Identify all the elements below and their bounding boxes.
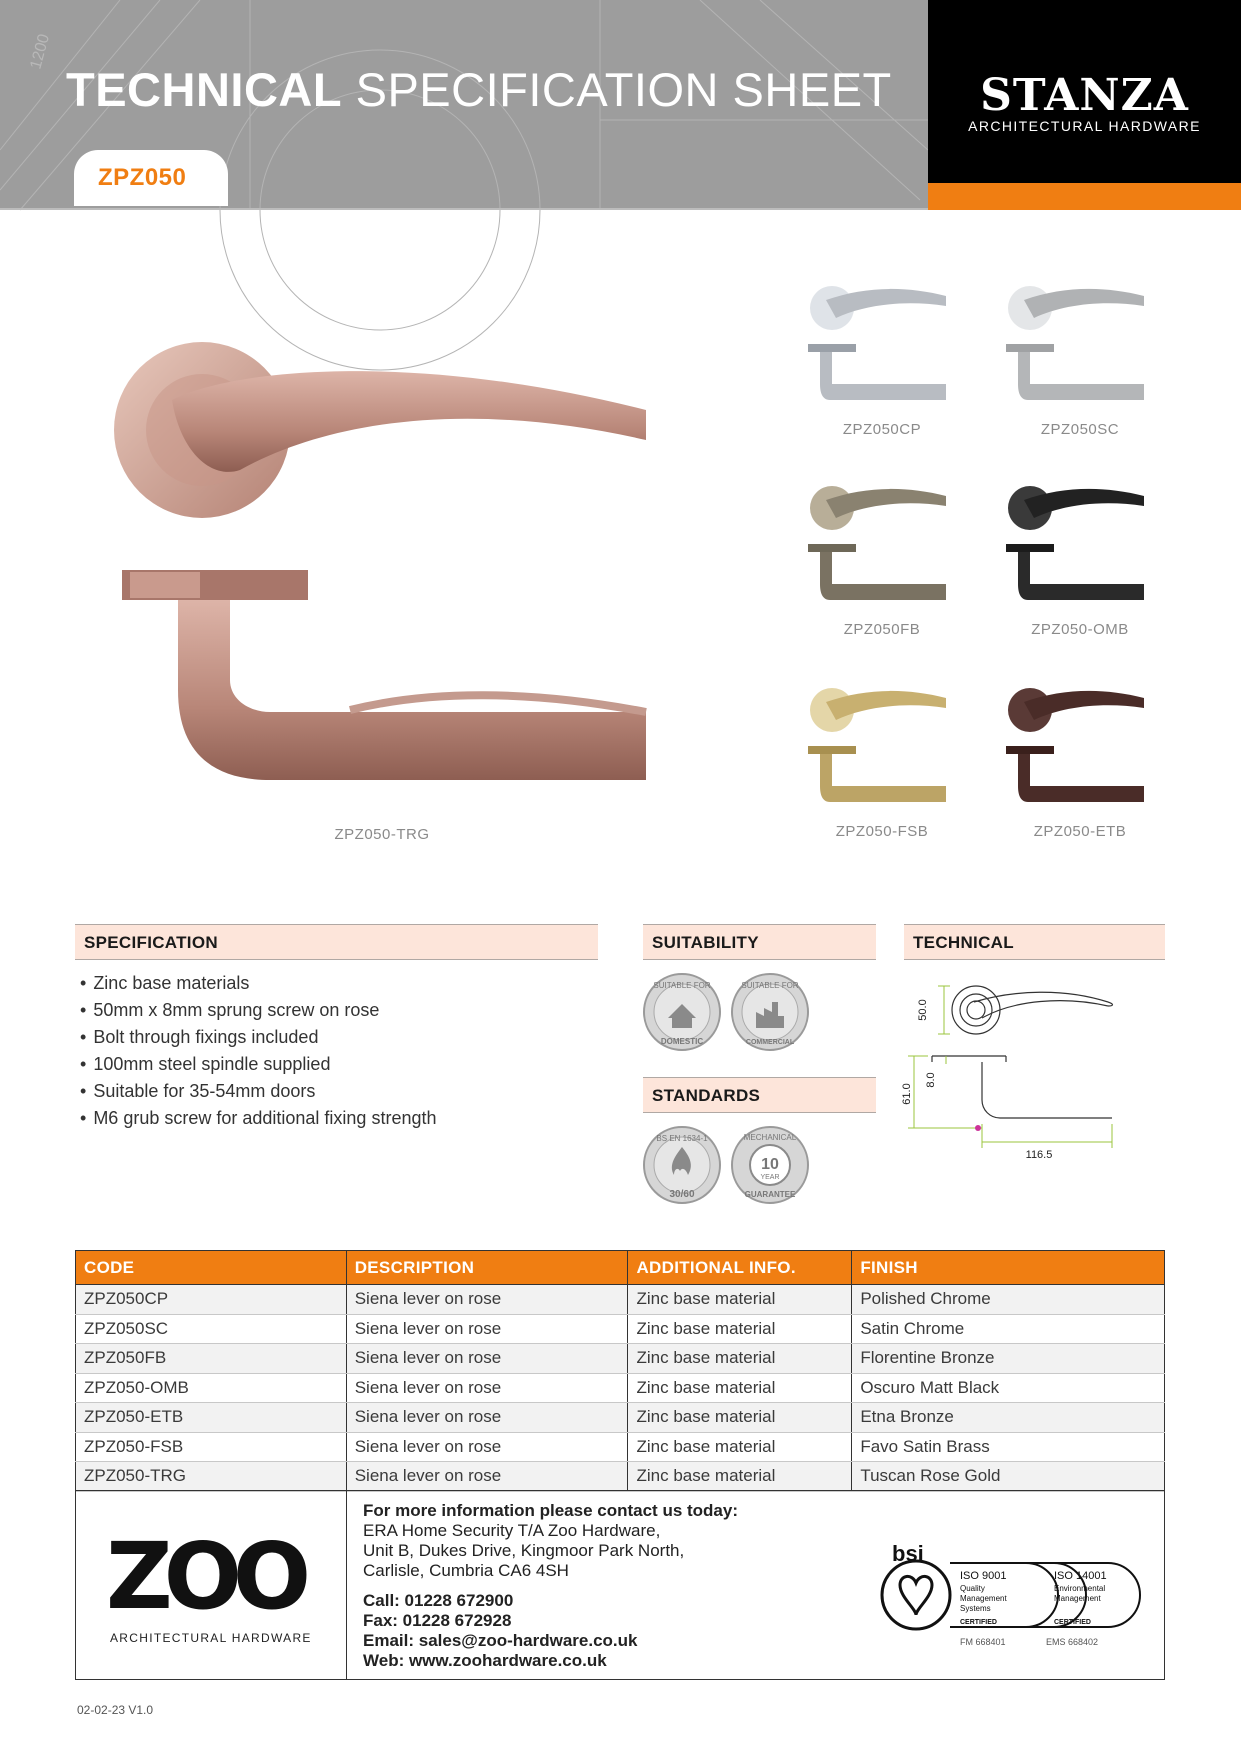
domestic-badge-bottom: DOMESTIC [660,1037,704,1046]
technical-heading: TECHNICAL [904,924,1165,960]
blueprint-label: 1200 [27,32,54,72]
cell-code: ZPZ050SC [76,1314,347,1344]
svg-text:Environmental: Environmental [1054,1584,1106,1593]
cell-code: ZPZ050-FSB [76,1432,347,1462]
commercial-badge-top: SUITABLE FOR [741,981,799,990]
thumb-image-omb [1004,488,1144,608]
column-header-finish: FINISH [852,1251,1165,1285]
thumb-caption-cp: ZPZ050CP [842,421,922,438]
domestic-badge-icon [642,972,722,1052]
dimension-rose-thickness: 8.0 [925,1072,937,1088]
email-address[interactable]: Email: sales@zoo-hardware.co.uk [363,1631,638,1650]
thumb-image-fsb [806,690,946,810]
zoo-logo-subtitle: ARCHITECTURAL HARDWARE [110,1631,312,1645]
bsi-certification-icon [876,1539,1146,1649]
document-version: 02-02-23 V1.0 [77,1703,154,1717]
table-row [76,1285,1165,1315]
cell-description: Siena lever on rose [346,1403,628,1433]
dimension-projection: 61.0 [901,1083,913,1105]
dimension-length: 116.5 [1025,1149,1053,1161]
guarantee-badge-bottom: GUARANTEE [744,1190,796,1199]
address-line: Unit B, Dukes Drive, Kingmoor Park North, [363,1541,685,1560]
table-row [76,1344,1165,1374]
cell-code: ZPZ050-OMB [76,1373,347,1403]
zoo-logo: ZOO [106,1523,303,1630]
cell-finish: Favo Satin Brass [852,1432,1165,1462]
table-header-row [76,1251,1165,1285]
spec-item: • 100mm steel spindle supplied [80,1051,436,1078]
guarantee-years-sub: YEAR [760,1174,780,1181]
spec-item: • Bolt through fixings included [80,1024,436,1051]
spec-item: • M6 grub screw for additional fixing strength [80,1105,436,1132]
cell-finish: Polished Chrome [852,1285,1165,1315]
spec-item: • Zinc base materials [80,970,436,997]
cell-additional-info: Zinc base material [628,1403,852,1433]
table-row [76,1373,1165,1403]
title-bold: TECHNICAL [66,63,343,116]
website-link[interactable]: Web: www.zoohardware.co.uk [363,1651,607,1670]
address-line: ERA Home Security T/A Zoo Hardware, [363,1521,661,1540]
main-product-image [110,360,650,800]
cell-finish: Oscuro Matt Black [852,1373,1165,1403]
main-product-caption: ZPZ050-TRG [334,826,430,843]
brand-block [928,0,1241,183]
table-row [76,1432,1165,1462]
cell-description: Siena lever on rose [346,1285,628,1315]
fire-badge-bottom: 30/60 [669,1189,695,1200]
specification-list [80,970,436,1132]
contact-details [363,1501,738,1671]
thumb-caption-sc: ZPZ050SC [1040,421,1120,438]
column-header-description: DESCRIPTION [346,1251,628,1285]
bsi-mark: bsi [892,1541,924,1566]
cell-description: Siena lever on rose [346,1314,628,1344]
ems-certificate-number: EMS 668402 [1046,1637,1099,1647]
spec-item: • Suitable for 35-54mm doors [80,1078,436,1105]
svg-text:Quality: Quality [960,1584,985,1593]
standards-heading: STANDARDS [643,1077,876,1113]
table-row [76,1403,1165,1433]
cell-additional-info: Zinc base material [628,1285,852,1315]
cell-additional-info: Zinc base material [628,1462,852,1492]
thumb-image-etb [1004,690,1144,810]
cell-description: Siena lever on rose [346,1432,628,1462]
cell-code: ZPZ050-ETB [76,1403,347,1433]
guarantee-badge-icon [730,1125,810,1205]
table-row [76,1314,1165,1344]
address-line: Carlisle, Cumbria CA6 4SH [363,1561,569,1580]
thumb-caption-omb: ZPZ050-OMB [1031,621,1129,638]
commercial-badge-bottom: COMMERCIAL [745,1039,795,1046]
svg-text:Systems: Systems [960,1604,991,1613]
iso-9001: ISO 9001 [960,1570,1007,1582]
cell-finish: Florentine Bronze [852,1344,1165,1374]
header-banner [0,0,928,210]
domestic-badge-top: SUITABLE FOR [653,981,711,990]
thumb-caption-fsb: ZPZ050-FSB [835,823,929,840]
cell-additional-info: Zinc base material [628,1432,852,1462]
specification-heading: SPECIFICATION [75,924,598,960]
cell-additional-info: Zinc base material [628,1314,852,1344]
thumb-caption-fb: ZPZ050FB [843,621,921,638]
cell-finish: Satin Chrome [852,1314,1165,1344]
cell-code: ZPZ050-TRG [76,1462,347,1492]
cell-finish: Tuscan Rose Gold [852,1462,1165,1492]
spec-item: • 50mm x 8mm sprung screw on rose [80,997,436,1024]
cell-description: Siena lever on rose [346,1462,628,1492]
brand-logo: STANZA [980,70,1189,121]
fax-number: Fax: 01228 672928 [363,1611,512,1630]
thumb-image-cp [806,288,946,408]
contact-footer [75,1490,1165,1680]
fire-rating-badge-icon [642,1125,722,1205]
svg-text:CERTIFIED: CERTIFIED [1054,1619,1091,1626]
svg-text:CERTIFIED: CERTIFIED [960,1619,997,1626]
brand-accent-bar [928,183,1241,210]
svg-text:Management: Management [960,1594,1007,1603]
cell-description: Siena lever on rose [346,1344,628,1374]
cell-description: Siena lever on rose [346,1373,628,1403]
fm-certificate-number: FM 668401 [960,1637,1006,1647]
cell-code: ZPZ050CP [76,1285,347,1315]
product-code: ZPZ050 [98,164,187,191]
dimension-rose-diameter: 50.0 [917,999,929,1021]
cell-additional-info: Zinc base material [628,1373,852,1403]
title-thin: SPECIFICATION SHEET [355,63,892,116]
cell-finish: Etna Bronze [852,1403,1165,1433]
phone-number: Call: 01228 672900 [363,1591,514,1610]
contact-heading: For more information please contact us today: [363,1501,739,1520]
fire-badge-top: BS EN 1634-1 [656,1134,708,1143]
thumb-caption-etb: ZPZ050-ETB [1033,823,1127,840]
cell-additional-info: Zinc base material [628,1344,852,1374]
product-code-tab [74,150,228,206]
commercial-badge-icon [730,972,810,1052]
column-header-code: CODE [76,1251,347,1285]
technical-drawing [901,970,1144,1170]
guarantee-years: 10 [761,1156,779,1173]
product-table [75,1250,1165,1492]
iso-14001: ISO 14001 [1054,1570,1107,1582]
column-header-additional-info: ADDITIONAL INFO. [628,1251,852,1285]
suitability-heading: SUITABILITY [643,924,876,960]
cell-code: ZPZ050FB [76,1344,347,1374]
thumb-image-sc [1004,288,1144,408]
guarantee-badge-top: MECHANICAL [743,1133,797,1142]
brand-subtitle: ARCHITECTURAL HARDWARE [968,118,1201,134]
header-underline [0,208,928,210]
thumb-image-fb [806,488,946,608]
table-row [76,1462,1165,1492]
page-title [66,62,892,117]
footer-divider [346,1491,347,1679]
svg-text:Management: Management [1054,1594,1101,1603]
